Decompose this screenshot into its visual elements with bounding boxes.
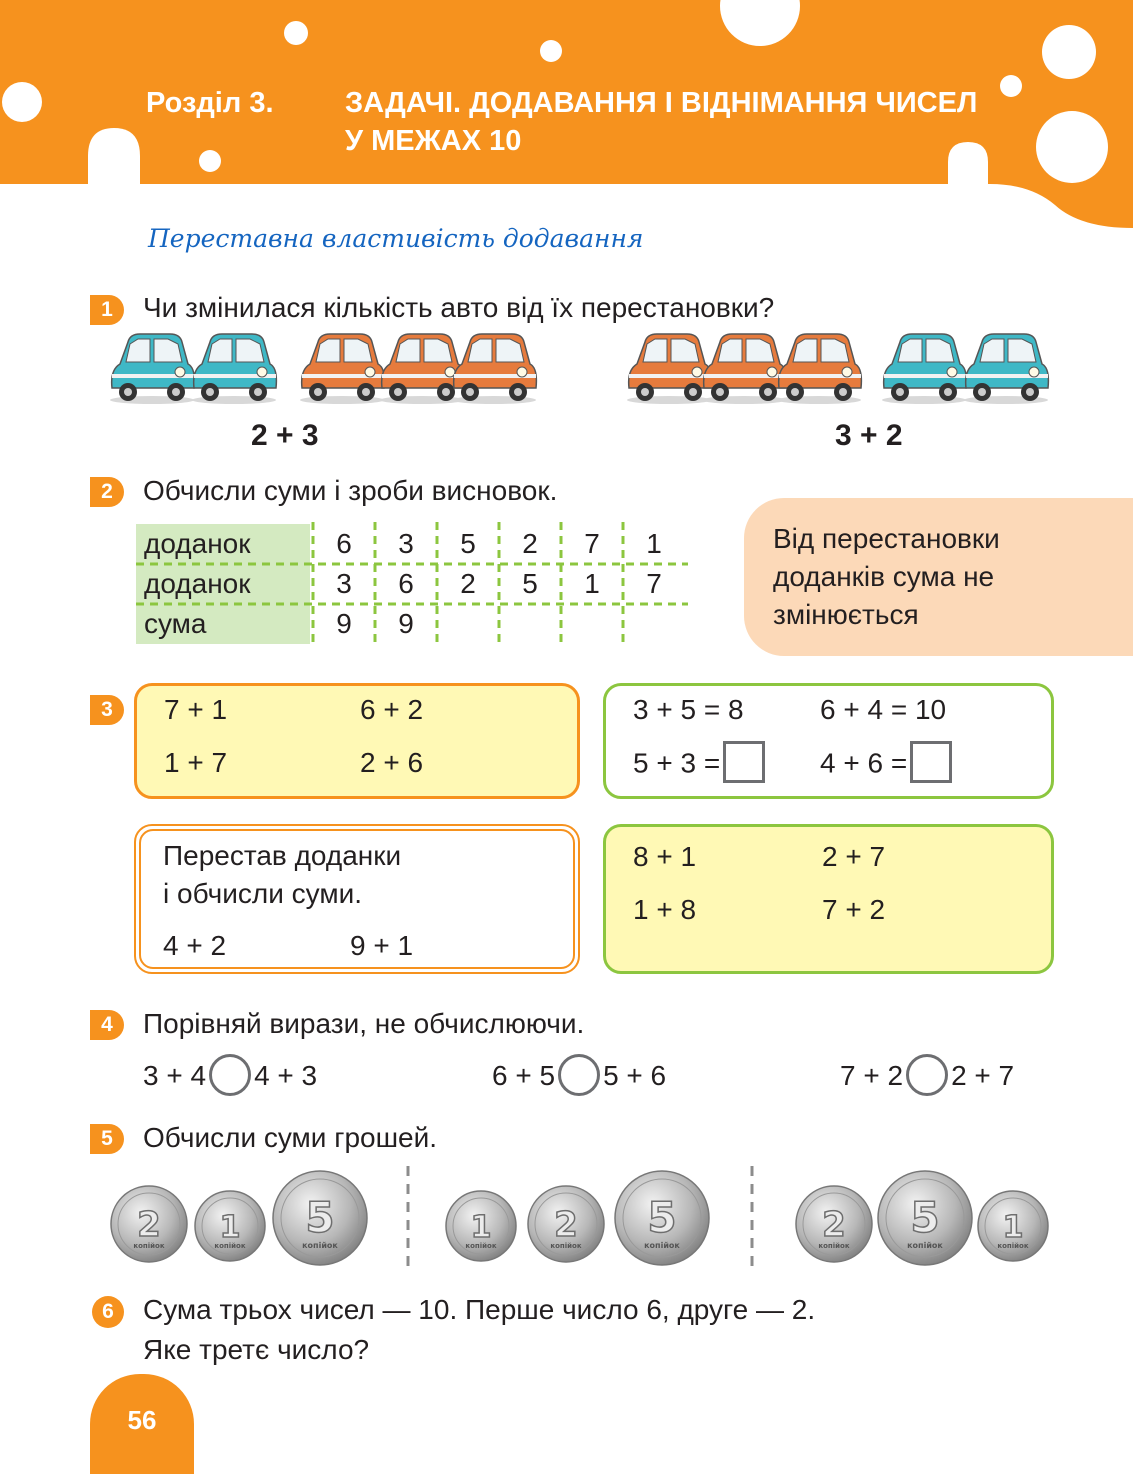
task-2-question: Обчисли суми і зроби висновок. — [143, 475, 558, 506]
comparison-right: 2 + 7 — [951, 1060, 1015, 1091]
expressions-box-b — [603, 683, 1054, 799]
coin-1-kop — [195, 1191, 265, 1261]
expression: 1 + 8 — [633, 894, 697, 925]
conclusion-bubble — [744, 498, 1133, 656]
svg-text:1: 1 — [470, 1210, 492, 1245]
table-cell: 1 — [646, 528, 662, 559]
table-cell: 1 — [584, 568, 600, 599]
expression: 7 + 2 — [822, 894, 886, 925]
svg-text:копійок: копійок — [644, 1241, 680, 1250]
svg-text:1: 1 — [1002, 1210, 1024, 1245]
table-cell: 7 — [584, 528, 600, 559]
coin-2-kop — [796, 1186, 872, 1262]
expression: 5 + 3 = — [633, 747, 721, 779]
expression: 7 + 1 — [164, 694, 228, 725]
svg-text:копійок: копійок — [818, 1242, 850, 1250]
conclusion-line: змінюється — [773, 599, 919, 630]
svg-text:5: 5 — [647, 1193, 677, 1242]
expression: 3 + 5 = 8 — [633, 694, 744, 725]
expression: 2 + 7 — [822, 841, 886, 872]
comparison-circle[interactable] — [906, 1054, 948, 1096]
table-cell: 5 — [460, 528, 476, 559]
car-orange-6 — [777, 334, 861, 404]
svg-text:копійок: копійок — [997, 1242, 1029, 1250]
expression: 4 + 6 = — [820, 747, 908, 779]
comparison-pair — [492, 1056, 666, 1096]
coin-1-kop — [446, 1191, 516, 1261]
comparison-left: 6 + 5 — [492, 1060, 556, 1091]
comparison-right: 5 + 6 — [603, 1060, 667, 1091]
table-cell: 3 — [398, 528, 414, 559]
coin-1-kop — [978, 1191, 1048, 1261]
row-label-addend-1: доданок — [136, 524, 310, 564]
expr-right: 3 + 2 — [835, 419, 903, 452]
expression: 6 + 2 — [360, 694, 424, 725]
answer-square[interactable] — [910, 741, 952, 783]
svg-text:копійок: копійок — [550, 1242, 582, 1250]
page-number: 56 — [127, 1405, 157, 1435]
comparison-left: 3 + 4 — [143, 1060, 207, 1091]
task-5-question: Обчисли суми грошей. — [143, 1122, 438, 1153]
expression: 2 + 6 — [360, 747, 424, 778]
svg-text:копійок: копійок — [214, 1242, 246, 1250]
chapter-header — [0, 0, 1133, 230]
lesson-subtitle: Переставна властивість додавання — [148, 224, 644, 253]
instruction-line: і обчисли суми. — [163, 878, 363, 909]
task-number-2: 2 — [90, 477, 124, 507]
coin-2-kop — [528, 1186, 604, 1262]
expression: 8 + 1 — [633, 841, 697, 872]
car-orange-5 — [702, 334, 786, 404]
table-cell: 2 — [522, 528, 538, 559]
task-4-question: Порівняй вирази, не обчислюючи. — [143, 1008, 585, 1039]
table-cell-sum[interactable]: 9 — [336, 608, 352, 639]
coin-5-kop — [273, 1171, 367, 1265]
row-label-addend-2: доданок — [136, 564, 310, 604]
coins-illustration — [0, 1160, 1133, 1270]
expression: 9 + 1 — [350, 930, 414, 961]
svg-text:1: 1 — [219, 1210, 241, 1245]
car-orange-4 — [627, 334, 711, 404]
table-cell-sum[interactable]: 9 — [398, 608, 414, 639]
expression-with-blank — [820, 747, 952, 783]
comparison-circle[interactable] — [209, 1054, 251, 1096]
svg-text:копійок: копійок — [302, 1241, 338, 1250]
task-number-3: 3 — [90, 695, 124, 725]
coin-5-kop — [615, 1171, 709, 1265]
table-cell: 5 — [522, 568, 538, 599]
expressions-box-d — [603, 824, 1054, 974]
conclusion-line: доданків сума не — [773, 561, 995, 592]
comparison-right: 4 + 3 — [254, 1060, 318, 1091]
table-cell: 7 — [646, 568, 662, 599]
task-number-4: 4 — [90, 1010, 124, 1040]
table-cell: 6 — [398, 568, 414, 599]
cars-illustration — [0, 330, 1133, 410]
table-cell: 6 — [336, 528, 352, 559]
svg-text:копійок: копійок — [465, 1242, 497, 1250]
expressions-box-a — [134, 683, 580, 799]
chapter-title: ЗАДАЧІ. ДОДАВАННЯ І ВІДНІМАННЯ ЧИСЕЛ У МЕЖАХ 10 — [345, 87, 978, 157]
car-orange-2 — [380, 334, 464, 404]
svg-text:5: 5 — [910, 1193, 940, 1242]
car-orange-1 — [300, 334, 384, 404]
table-cell: 3 — [336, 568, 352, 599]
svg-text:2: 2 — [137, 1205, 161, 1245]
table-cell: 2 — [460, 568, 476, 599]
row-label-sum: сума — [136, 604, 310, 644]
instruction-line: Перестав доданки — [163, 840, 402, 871]
addends-table — [136, 522, 696, 644]
chapter-number: Розділ 3. — [146, 87, 274, 119]
task-6-line-1: Сума трьох чисел — 10. Перше число 6, друге — 2. — [143, 1294, 816, 1325]
car-blue-4 — [964, 334, 1048, 404]
conclusion-line: Від перестановки — [773, 523, 1000, 554]
car-blue-1 — [110, 334, 194, 404]
car-blue-2 — [192, 334, 276, 404]
svg-text:копійок: копійок — [907, 1241, 943, 1250]
expression: 4 + 2 — [163, 930, 227, 961]
comparison-pair — [840, 1056, 1014, 1096]
task-number-1: 1 — [90, 295, 124, 325]
task-number-5: 5 — [90, 1124, 124, 1154]
comparison-pair — [143, 1056, 317, 1096]
expression-with-blank — [633, 747, 765, 783]
svg-text:5: 5 — [305, 1193, 335, 1242]
svg-text:2: 2 — [554, 1205, 578, 1245]
instruction-box — [134, 824, 580, 974]
coin-2-kop — [111, 1186, 187, 1262]
svg-text:2: 2 — [822, 1205, 846, 1245]
car-orange-3 — [452, 334, 536, 404]
svg-text:копійок: копійок — [133, 1242, 165, 1250]
task-6-line-2: Яке третє число? — [143, 1334, 370, 1365]
car-blue-3 — [882, 334, 966, 404]
coin-5-kop — [878, 1171, 972, 1265]
comparison-circle[interactable] — [558, 1054, 600, 1096]
expression: 1 + 7 — [164, 747, 228, 778]
expr-left: 2 + 3 — [251, 419, 319, 452]
task-1-question: Чи змінилася кількість авто від їх перестановки? — [143, 292, 775, 323]
expression: 6 + 4 = 10 — [820, 694, 947, 725]
comparison-left: 7 + 2 — [840, 1060, 904, 1091]
task-number-6: 6 — [92, 1296, 124, 1328]
answer-square[interactable] — [723, 741, 765, 783]
